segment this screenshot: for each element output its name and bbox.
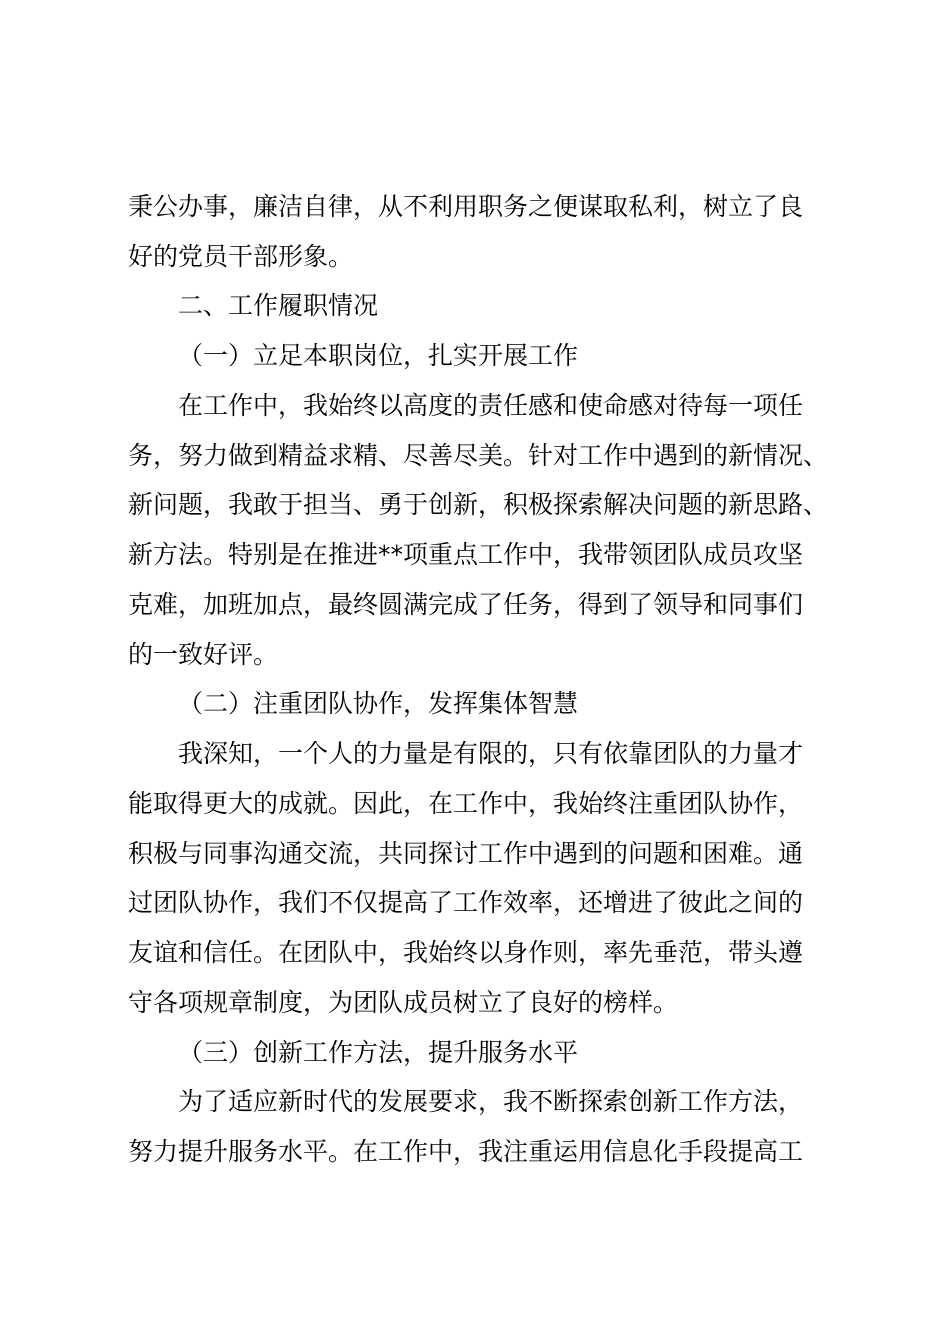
- paragraph-line: 好的党员干部形象。: [128, 242, 354, 271]
- subsection-heading: （一）立足本职岗位，扎实开展工作: [178, 341, 579, 370]
- paragraph-line: 积极与同事沟通交流，共同探讨工作中遇到的问题和困难。通: [128, 839, 804, 868]
- paragraph-line: 努力提升服务水平。在工作中，我注重运用信息化手段提高工: [128, 1137, 804, 1166]
- subsection-heading: （二）注重团队协作，发挥集体智慧: [178, 689, 579, 718]
- paragraph-line: 能取得更大的成就。因此，在工作中，我始终注重团队协作，: [128, 789, 804, 818]
- paragraph-line: 过团队协作，我们不仅提高了工作效率，还增进了彼此之间的: [128, 888, 804, 917]
- paragraph-line: 我深知，一个人的力量是有限的，只有依靠团队的力量才: [178, 739, 804, 768]
- paragraph-line: 务，努力做到精益求精、尽善尽美。针对工作中遇到的新情况、: [128, 441, 829, 470]
- subsection-heading: （三）创新工作方法，提升服务水平: [178, 1038, 579, 1067]
- paragraph-line: 友谊和信任。在团队中，我始终以身作则，率先垂范，带头遵: [128, 938, 804, 967]
- paragraph-line: 克难，加班加点，最终圆满完成了任务，得到了领导和同事们: [128, 590, 804, 619]
- paragraph-line: 新方法。特别是在推进**项重点工作中，我带领团队成员攻坚: [128, 540, 804, 569]
- paragraph-line: 为了适应新时代的发展要求，我不断探索创新工作方法，: [178, 1087, 804, 1116]
- section-heading: 二、工作履职情况: [178, 291, 379, 320]
- paragraph-line: 秉公办事，廉洁自律，从不利用职务之便谋取私利，树立了良: [128, 192, 804, 221]
- paragraph-line: 在工作中，我始终以高度的责任感和使命感对待每一项任: [178, 391, 804, 420]
- paragraph-line: 的一致好评。: [128, 640, 279, 669]
- paragraph-line: 守各项规章制度，为团队成员树立了良好的榜样。: [128, 988, 679, 1017]
- paragraph-line: 新问题，我敢于担当、勇于创新，积极探索解决问题的新思路、: [128, 490, 829, 519]
